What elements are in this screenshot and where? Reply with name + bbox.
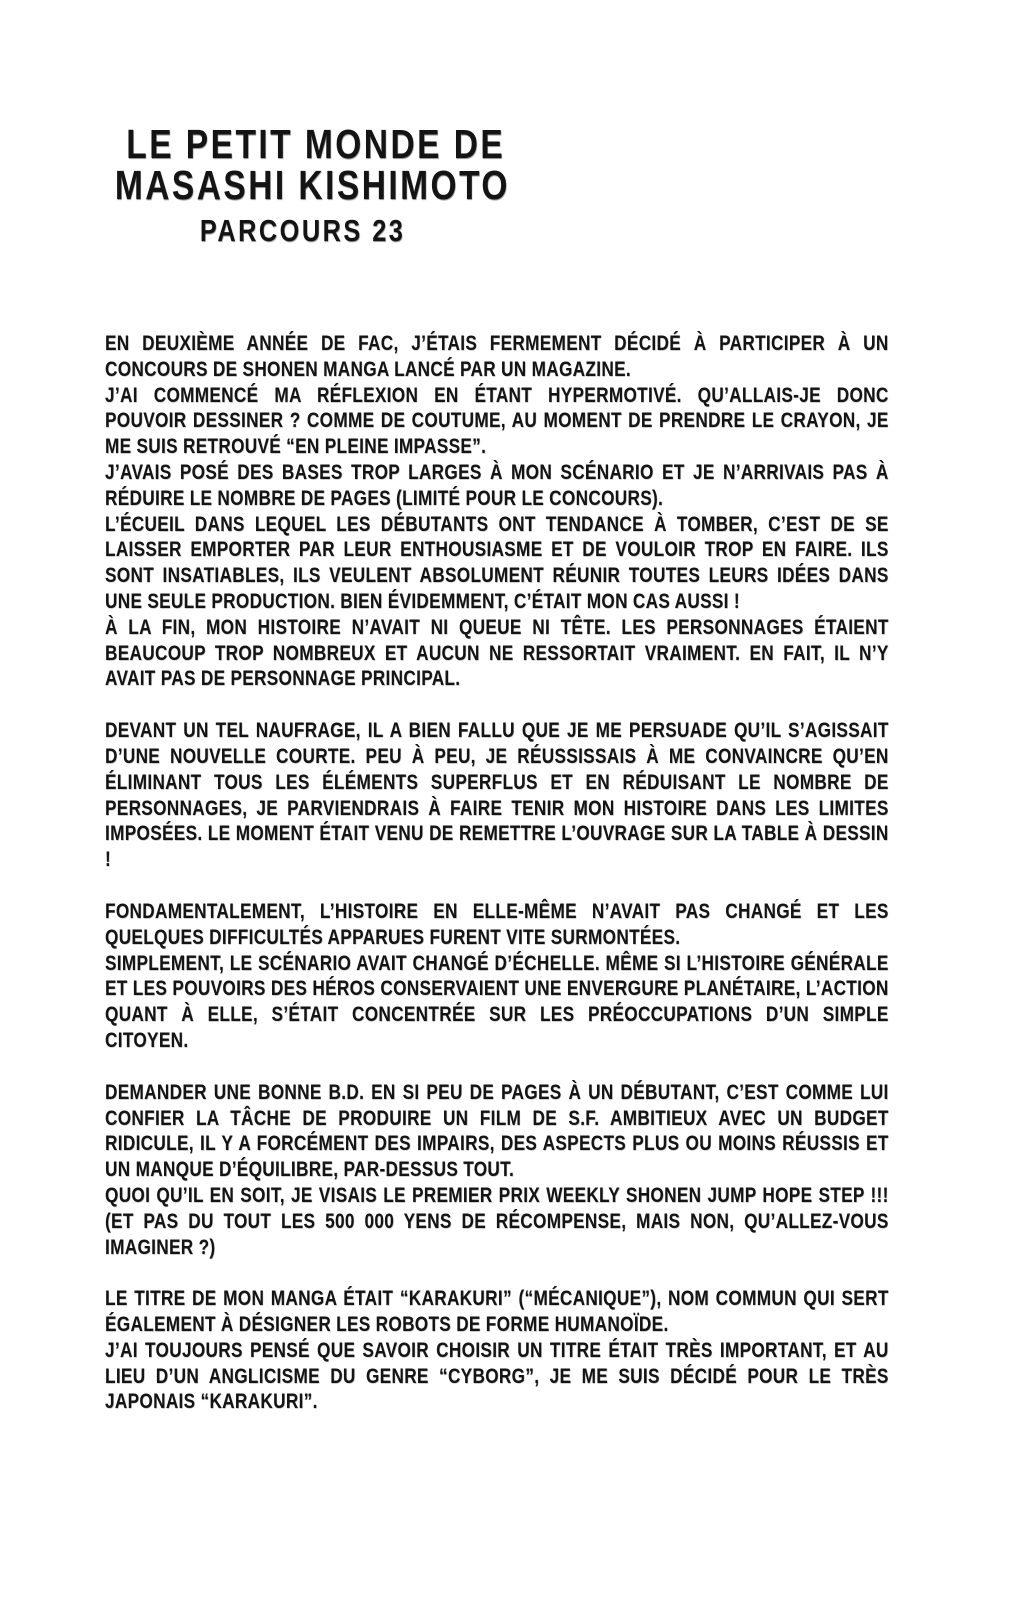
paragraph: LE TITRE DE MON MANGA ÉTAIT “KARAKURI” (“MÉCANIQUE”), NOM COMMUN QUI SERT ÉGALEMENT À DÉSIGNER LES ROBOTS DE FORME HUMANOÏDE. (105, 1287, 889, 1337)
paragraph: DEVANT UN TEL NAUFRAGE, IL A BIEN FALLU QUE JE ME PERSUADE QU’IL S’AGISSAIT D’UNE NOUVELLE COURTE. PEU À PEU, JE RÉUSSISSAIS À ME CONVAINCRE QU’EN ÉLIMINANT TOUS LES ÉLÉMENTS SUPERFLUS ET EN RÉDUISANT LE NOMBRE DE PERSONNAGES, JE PARVIENDRAIS À FAIRE TENIR MON HISTOIRE DANS LES LIMITES IMPOSÉES. LE MOMENT ÉTAIT VENU DE REMETTRE L’OUVRAGE SUR LA TABLE À DESSIN ! (105, 719, 889, 872)
paragraph: J’AI COMMENCÉ MA RÉFLEXION EN ÉTANT HYPERMOTIVÉ. QU’ALLAIS-JE DONC POUVOIR DESSINER ? COMME DE COUTUME, AU MOMENT DE PRENDRE LE CRAYON, JE ME SUIS RETROUVÉ “EN PLEINE IMPASSE”. (105, 383, 889, 459)
title-line-3-parcours-number: PARCOURS 23 (199, 213, 406, 248)
title-line-2: MASASHI KISHIMOTO (114, 162, 510, 208)
paragraph: J’AVAIS POSÉ DES BASES TROP LARGES À MON SCÉNARIO ET JE N’ARRIVAIS PAS À RÉDUIRE LE NOMBRE DE PAGES (LIMITÉ POUR LE CONCOURS). (105, 460, 889, 510)
paragraph: EN DEUXIÈME ANNÉE DE FAC, J’ÉTAIS FERMEMENT DÉCIDÉ À PARTICIPER À UN CONCOURS DE SHONEN MANGA LANCÉ PAR UN MAGAZINE. (105, 332, 889, 381)
column-body-text (105, 331, 889, 1415)
text-block-5 (105, 1286, 889, 1415)
paragraph: L’ÉCUEIL DANS LEQUEL LES DÉBUTANTS ONT TENDANCE À TOMBER, C’EST DE SE LAISSER EMPORTER PAR LEUR ENTHOUSIASME ET DE VOULOIR TROP EN FAIRE. ILS SONT INSATIABLES, ILS VEULENT ABSOLUMENT RÉUNIR TOUTES LEURS IDÉES DANS UNE SEULE PRODUCTION. BIEN ÉVIDEMMENT, C’ÉTAIT MON CAS AUSSI ! (105, 512, 889, 613)
paragraph: À LA FIN, MON HISTOIRE N’AVAIT NI QUEUE NI TÊTE. LES PERSONNAGES ÉTAIENT BEAUCOUP TROP NOMBREUX ET AUCUN NE RESSORTAIT VRAIMENT. EN FAIT, IL N’Y AVAIT PAS DE PERSONNAGE PRINCIPAL. (105, 615, 889, 691)
column-title (105, 121, 889, 249)
text-block-1 (105, 331, 889, 692)
text-block-3 (105, 899, 889, 1054)
paragraph: DEMANDER UNE BONNE B.D. EN SI PEU DE PAGES À UN DÉBUTANT, C’EST COMME LUI CONFIER LA TÂCHE DE PRODUIRE UN FILM DE S.F. AMBITIEUX AVEC UN BUDGET RIDICULE, IL Y A FORCÉMENT DES IMPAIRS, DES ASPECTS PLUS OU MOINS RÉUSSIS ET UN MANQUE D’ÉQUILIBRE, PAR-DESSUS TOUT. (105, 1080, 889, 1182)
title-line-1: LE PETIT MONDE DE (126, 121, 506, 167)
paragraph: QUOI QU’IL EN SOIT, JE VISAIS LE PREMIER PRIX WEEKLY SHONEN JUMP HOPE STEP !!! (ET PAS DU TOUT LES 500 000 YENS DE RÉCOMPENSE, MAIS NON, QU’ALLEZ-VOUS IMAGINER ?) (105, 1183, 889, 1259)
page-content (105, 121, 889, 1441)
text-block-4 (105, 1080, 889, 1261)
paragraph: J’AI TOUJOURS PENSÉ QUE SAVOIR CHOISIR UN TITRE ÉTAIT TRÈS IMPORTANT, ET AU LIEU D’UN ANGLICISME DU GENRE “CYBORG”, JE ME SUIS DÉCIDÉ POUR LE TRÈS JAPONAIS “KARAKURI”. (105, 1338, 889, 1414)
paragraph: FONDAMENTALEMENT, L’HISTOIRE EN ELLE-MÊME N’AVAIT PAS CHANGÉ ET LES QUELQUES DIFFICULTÉS APPARUES FURENT VITE SURMONTÉES. (105, 899, 889, 949)
text-block-2 (105, 718, 889, 873)
paragraph: SIMPLEMENT, LE SCÉNARIO AVAIT CHANGÉ D’ÉCHELLE. MÊME SI L’HISTOIRE GÉNÉRALE ET LES POUVOIRS DES HÉROS CONSERVAIENT UNE ENVERGURE PLANÉTAIRE, L’ACTION QUANT À ELLE, S’ÉTAIT CONCENTRÉE SUR LES PRÉOCCUPATIONS D’UN SIMPLE CITOYEN. (105, 951, 889, 1052)
